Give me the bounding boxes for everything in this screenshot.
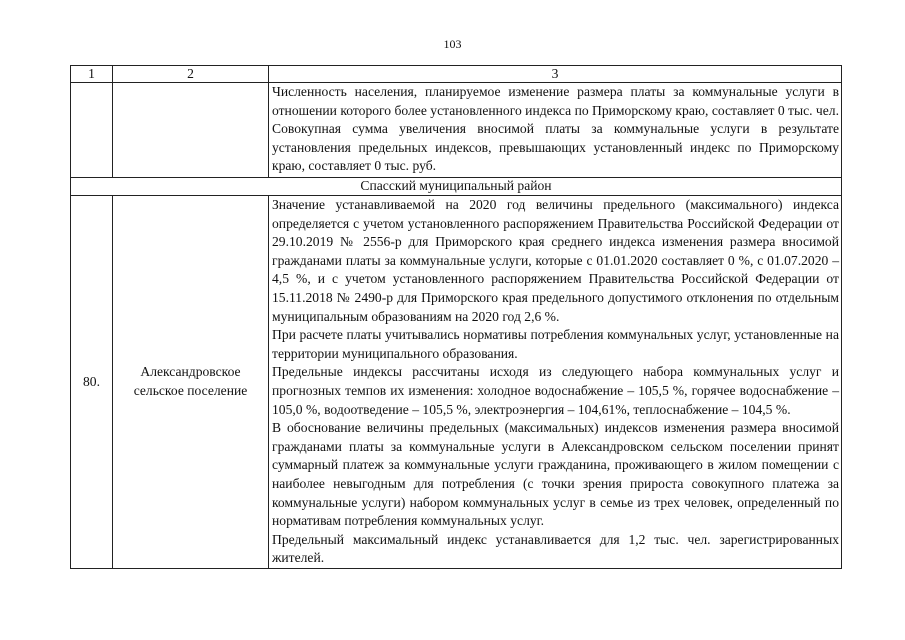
settlement-name: Александровское сельское поселение [113,196,269,569]
cell-empty-number [71,83,113,178]
continued-paragraph: Численность населения, планируемое изменение размера платы за коммунальные услуги в отношении которого более установленного индекса по Приморскому краю, составляет 0 тыс. чел. Совокупная сумма увеличения вносимой платы за коммунальные услуги в результате установления предельных индексов, превышающих установленный индекс по Приморскому краю, составляет 0 тыс. руб. [272,84,839,174]
column-header-3: 3 [269,66,842,83]
paragraph-population: Предельный максимальный индекс устанавливается для 1,2 тыс. чел. зарегистрированных жителей. [272,531,839,566]
district-title: Спасский муниципальный район [71,178,842,196]
cell-empty-name [113,83,269,178]
paragraph-service-rates: Предельные индексы рассчитаны исходя из следующего набора коммунальных услуг и прогнозных темпов их изменения: холодное водоснабжение – 105,5 %, горячее водоснабжение – 105,0 %, водоотведение – 105,5 %, электроэнергия – 104,61%, теплоснабжение – 104,5 %. [272,364,839,417]
column-header-1: 1 [71,66,113,83]
cell-continued-text [269,83,842,178]
page-number: 103 [443,37,462,51]
table-row-80 [71,196,842,569]
row-number: 80. [71,196,113,569]
table-header-row [71,66,842,83]
table-row-continued [71,83,842,178]
paragraph-index-value: Значение устанавливаемой на 2020 год величины предельного (максимального) индекса определяется с учетом установленного распоряжением Правительства Российской Федерации от 29.10.2019 № 2556-р для Приморского края среднего индекса изменения размера вносимой гражданами платы за коммунальные услуги, которые с 01.01.2020 составляет 0 %, с 01.07.2020 – 4,5 %, и с учетом установленного распоряжением Правительства Российской Федерации от 15.11.2018 № 2490-р для Приморского края предельного допустимого отклонения по отдельным муниципальным образованиям на 2020 год 2,6 %. [272,197,839,324]
tariff-index-table [70,65,842,569]
district-row [71,178,842,196]
cell-description [269,196,842,569]
paragraph-consumption-norms: При расчете платы учитывались нормативы потребления коммунальных услуг, установленные на территории муниципального образования. [272,327,839,361]
paragraph-justification: В обоснование величины предельных (максимальных) индексов изменения размера вносимой гражданами платы за коммунальные услуги в Александровском сельском поселении принят суммарный платеж за коммунальные услуги гражданина, проживающего в жилом помещении с наиболее невыгодным для потребления (с точки зрения прироста совокупного платежа за коммунальные услуги) набором коммунальных услуг в семье из трех человек, определенный по нормативам потребления коммунальных услуг. [272,420,839,529]
column-header-2: 2 [113,66,269,83]
